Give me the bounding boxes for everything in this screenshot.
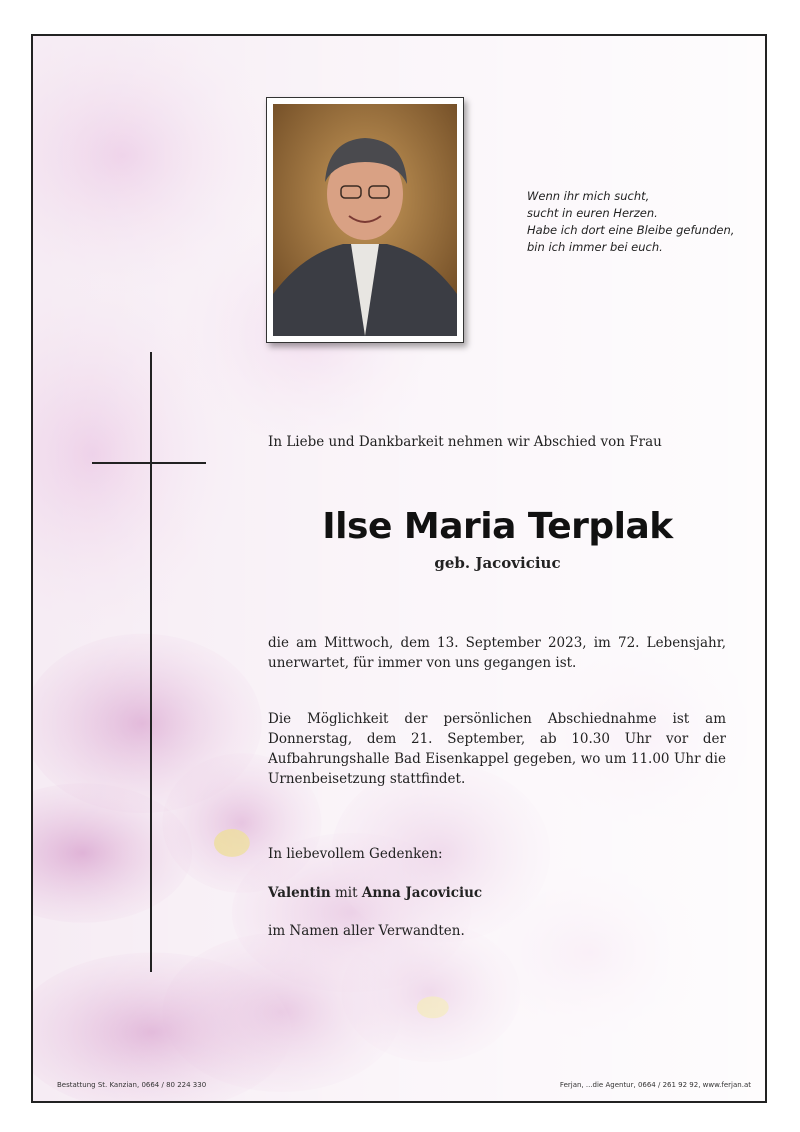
farewell-paragraph	[268, 709, 726, 789]
maiden-name: geb. Jacoviciuc	[434, 554, 561, 572]
poem-line: bin ich immer bei euch.	[527, 240, 663, 254]
poem-line: sucht in euren Herzen.	[527, 206, 658, 220]
portrait-image	[273, 104, 457, 336]
signer-name: Valentin	[268, 885, 331, 901]
paragraph-line: unerwartet, für immer von uns gegangen ist.	[268, 655, 577, 671]
death-paragraph	[268, 633, 726, 673]
obituary-card	[31, 34, 767, 1103]
signer-name: Anna Jacoviciuc	[361, 885, 483, 901]
paragraph-line: die am Mittwoch, dem 13. September 2023, im 72. Lebensjahr,	[268, 635, 726, 651]
intro-text: In Liebe und Dankbarkeit nehmen wir Abschied von Frau	[268, 434, 662, 450]
paragraph-line: Urnenbeisetzung stattfindet.	[268, 771, 466, 787]
relatives-line: im Namen aller Verwandten.	[268, 923, 465, 939]
paragraph-line: Die Möglichkeit der persönlichen Abschiednahme ist am	[268, 711, 726, 727]
signers-line	[268, 885, 482, 901]
poem-line: Habe ich dort eine Bleibe gefunden,	[527, 223, 735, 237]
footer-agency: Ferjan, ...die Agentur, 0664 / 261 92 92, www.ferjan.at	[559, 1081, 751, 1089]
footer-funeral-home: Bestattung St. Kanzian, 0664 / 80 224 330	[57, 1081, 207, 1089]
remembrance-heading: In liebevollem Gedenken:	[268, 846, 443, 862]
portrait-photo	[266, 97, 464, 343]
signer-joiner: mit	[330, 885, 362, 901]
cross-horizontal-bar	[92, 462, 206, 464]
poem-line: Wenn ihr mich sucht,	[527, 189, 650, 203]
paragraph-line: Donnerstag, dem 21. September, ab 10.30 Uhr vor der	[268, 731, 726, 747]
paragraph-line: Aufbahrungshalle Bad Eisenkappel gegeben, wo um 11.00 Uhr die	[268, 751, 726, 767]
deceased-name: Ilse Maria Terplak	[322, 506, 673, 547]
cross-vertical-bar	[150, 352, 152, 972]
poem-quote	[527, 188, 757, 256]
